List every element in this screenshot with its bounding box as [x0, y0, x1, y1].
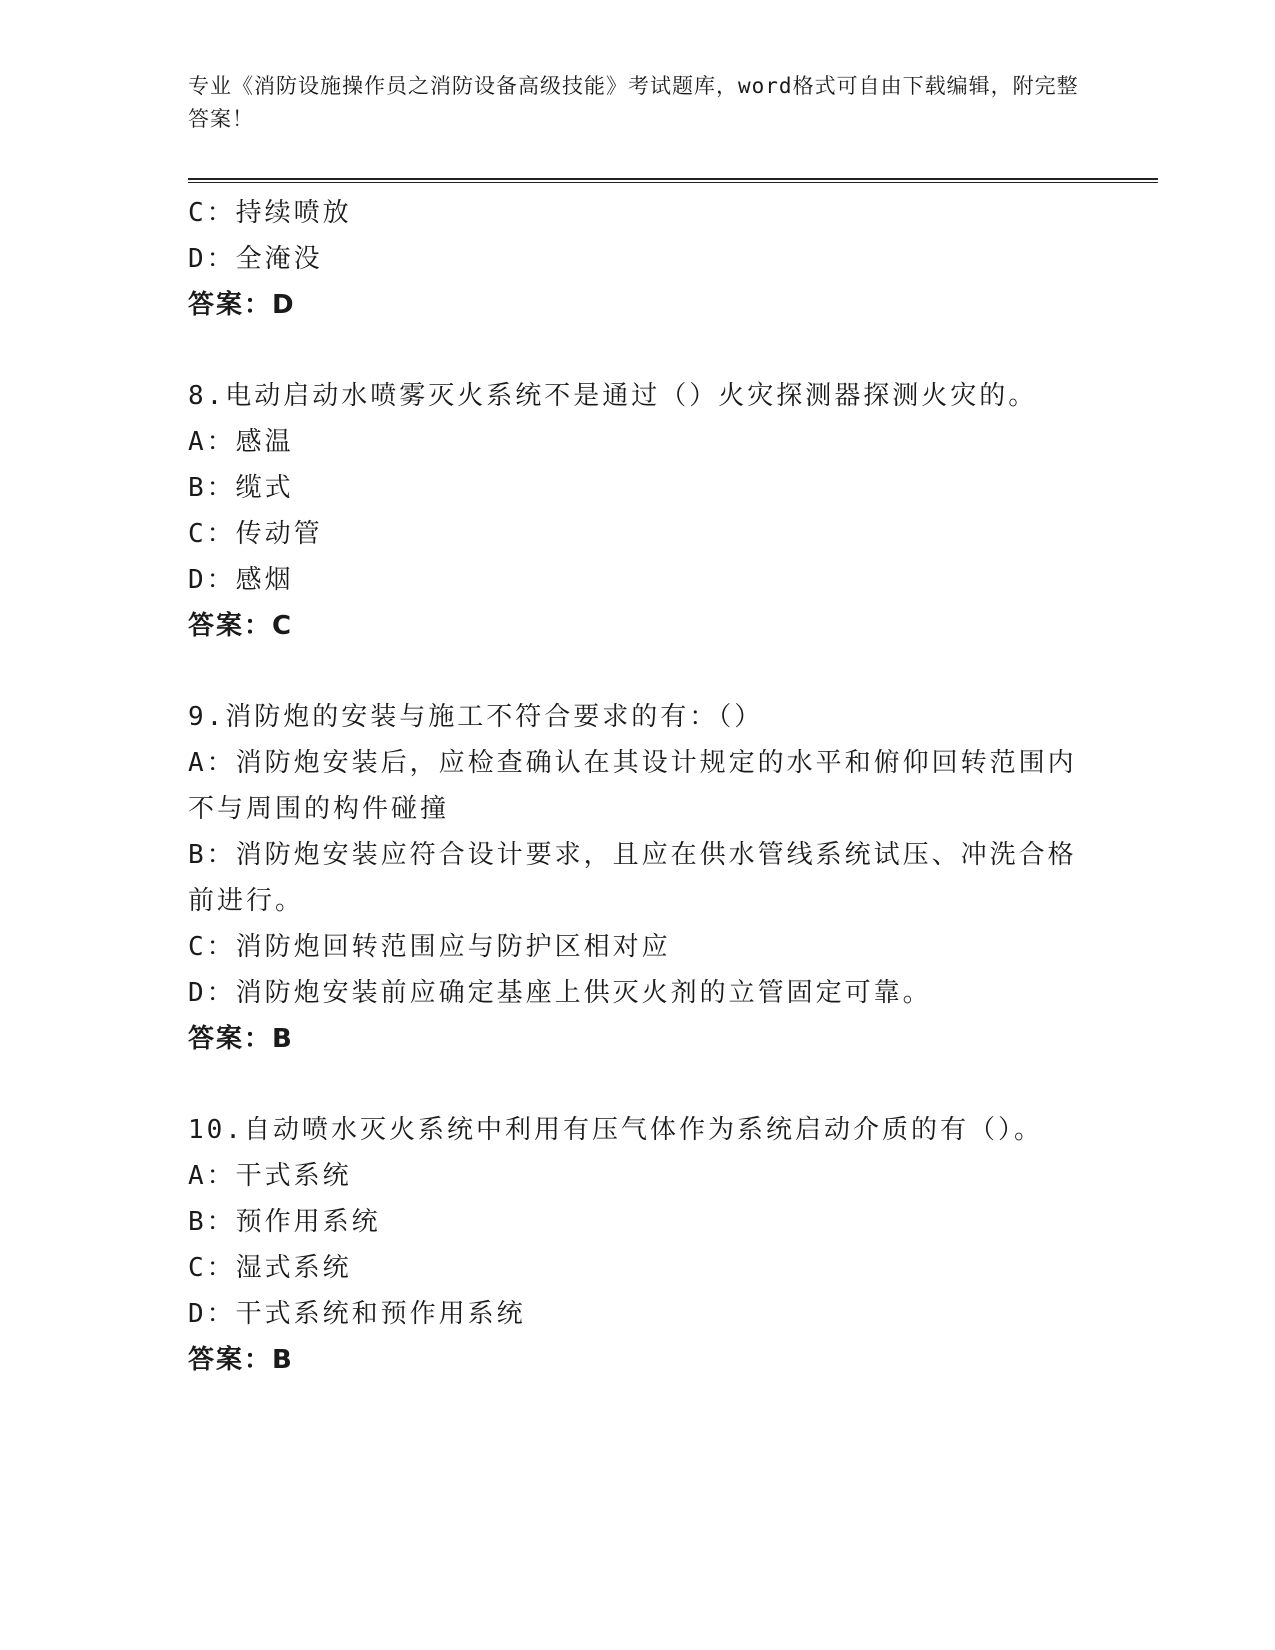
page-header: 专业《消防设施操作员之消防设备高级技能》考试题库，word格式可自由下载编辑，附完整答案！	[188, 74, 1079, 131]
question-stem: 8.电动启动水喷雾灭火系统不是通过（）火灾探测器探测火灾的。	[188, 381, 1038, 411]
answer-line: 答案：B	[188, 1345, 294, 1375]
option-c: C：传动管	[188, 519, 323, 549]
option-d: D：感烟	[188, 565, 294, 595]
option-d: D：全淹没	[188, 244, 323, 274]
question-9	[188, 694, 1088, 1062]
question-8	[188, 373, 1088, 649]
option-c: C：消防炮回转范围应与防护区相对应	[188, 932, 671, 962]
question-stem: 10.自动喷水灭火系统中利用有压气体作为系统启动介质的有（）。	[188, 1115, 1043, 1145]
option-a: A：感温	[188, 427, 294, 457]
option-d: D：干式系统和预作用系统	[188, 1299, 526, 1329]
option-d: D：消防炮安装前应确定基座上供灭火剂的立管固定可靠。	[188, 978, 932, 1008]
option-b: B：预作用系统	[188, 1207, 381, 1237]
header-divider	[188, 178, 1158, 183]
question-10	[188, 1107, 1088, 1383]
option-a: A：消防炮安装后，应检查确认在其设计规定的水平和俯仰回转范围内不与周围的构件碰撞	[188, 748, 1077, 824]
question-content	[188, 190, 1088, 1383]
option-b: B：缆式	[188, 473, 294, 503]
option-b: B：消防炮安装应符合设计要求，且应在供水管线系统试压、冲洗合格前进行。	[188, 840, 1077, 916]
answer-line: 答案：B	[188, 1024, 294, 1054]
question-stem: 9.消防炮的安装与施工不符合要求的有：（）	[188, 702, 764, 732]
option-c: C：持续喷放	[188, 198, 352, 228]
answer-line: 答案：C	[188, 611, 294, 641]
option-a: A：干式系统	[188, 1161, 352, 1191]
answer-line: 答案：D	[188, 290, 296, 320]
option-c: C：湿式系统	[188, 1253, 352, 1283]
